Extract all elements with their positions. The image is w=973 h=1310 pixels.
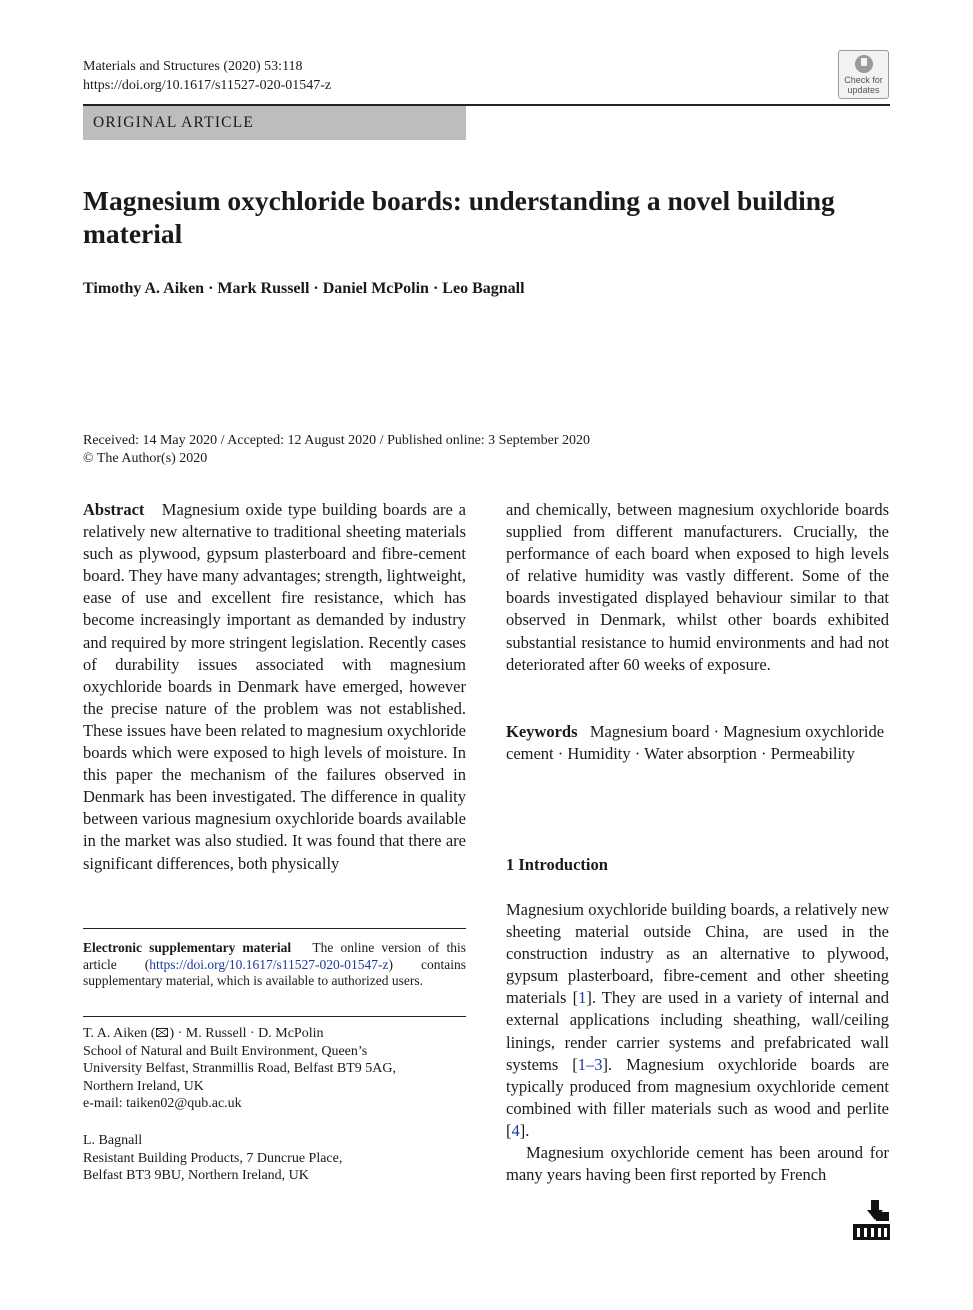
citation-link[interactable]: 1: [578, 988, 587, 1008]
affiliation-rule: [83, 1016, 466, 1017]
affiliation-2-line-2: Belfast BT3 9BU, Northern Ireland, UK: [83, 1168, 309, 1183]
copyright: © The Author(s) 2020: [83, 451, 208, 466]
article-title: Magnesium oxychloride boards: understanding a novel building material: [83, 185, 835, 249]
esm-text-before: The online version of this article (: [83, 940, 467, 972]
esm-text-after: ) contains supplementary material, which is available to authorized users.: [83, 956, 466, 988]
article-type-banner: ORIGINAL ARTICLE: [83, 106, 466, 140]
affiliation-1-line-1: School of Natural and Built Environment, Queen’s: [83, 1043, 368, 1059]
abstract-text-left: Magnesium oxide type building boards are a relatively new alternative to traditional sheeting materials such as plywood, gypsum plasterboard and fibre-cement board. They have many advantages; strength, lightweight, ease of use and excellent fire resistance, which has become increasingly important as demanded by industry and required by more stringent legislation. Recently cases of durability issues associated with magnesium oxychloride boards in Denmark have emerged, however the precise nature of the problem was not established. These issues have been related to magnesium oxychloride boards which were exposed to high levels of moisture. In this paper the mechanism of the failures observed in Denmark has been investigated. The difference in quality between various magnesium oxychloride boards available in the market was also studied. It was found that there are significant differences, both physically: [83, 500, 466, 873]
intro-paragraph-1: [506, 899, 889, 1142]
esm-label: Electronic supplementary material: [83, 940, 292, 955]
abstract-left: [83, 499, 466, 875]
journal-citation: Materials and Structures (2020) 53:118: [83, 59, 303, 74]
affiliation-1-name-b: ) · M. Russell · D. McPolin: [169, 1026, 324, 1041]
affiliation-1-email[interactable]: e-mail: taiken02@qub.ac.uk: [83, 1096, 242, 1111]
envelope-icon[interactable]: [156, 1028, 168, 1037]
affiliation-1: [83, 1025, 466, 1113]
doi-link[interactable]: https://doi.org/10.1617/s11527-020-01547-z: [83, 78, 332, 93]
author-list: Timothy A. Aiken · Mark Russell · Daniel McPolin · Leo Bagnall: [83, 280, 525, 297]
abstract-right: [506, 499, 889, 676]
affiliation-1-line-2: University Belfast, Stranmillis Road, Belfast BT9 5AG,: [83, 1061, 397, 1076]
publisher-logo-icon: [853, 1200, 890, 1240]
supplementary-note: [83, 940, 466, 990]
esm-link[interactable]: https://doi.org/10.1617/s11527-020-01547-z: [149, 956, 389, 972]
badge-line-2: updates: [847, 85, 880, 95]
keywords-block: [506, 721, 889, 765]
affiliation-1-line-3: Northern Ireland, UK: [83, 1078, 204, 1094]
affiliation-1-name-a: T. A. Aiken (: [83, 1026, 156, 1041]
abstract-label: Abstract: [83, 500, 145, 519]
intro-p1-c: ]. Magnesium oxychloride boards are typically produced from magnesium oxychloride cement combined with filler materials such as wood and perlite [: [506, 1054, 890, 1140]
section-heading-introduction: 1 Introduction: [506, 855, 608, 874]
date-history: Received: 14 May 2020 / Accepted: 12 August 2020 / Published online: 3 September 2020: [83, 433, 591, 448]
publication-dates: [83, 432, 590, 468]
affiliation-1-names: [83, 1025, 466, 1043]
affiliation-2: [83, 1132, 466, 1185]
affiliation-2-line-1: Resistant Building Products, 7 Duncrue Place,: [83, 1150, 343, 1166]
footnote-rule: [83, 928, 466, 929]
intro-p1-b: ]. They are used in a variety of internal and external applications including sheathing, wall/ceiling linings, render carrier systems and prefabricated wall systems [: [506, 988, 889, 1074]
introduction-body: [506, 899, 889, 1186]
keywords-label: Keywords: [506, 722, 578, 741]
intro-p1-a: Magnesium oxychloride building boards, a relatively new sheeting material outside China, are used in the construction industry as an alternative to plywood, gypsum plasterboard, fibre-cement and other sheeting materials [: [506, 900, 889, 1008]
citation-link[interactable]: 1–3: [577, 1054, 603, 1074]
check-for-updates-badge[interactable]: [838, 50, 889, 99]
affiliation-2-name: L. Bagnall: [83, 1133, 143, 1148]
abstract-text-right: and chemically, between magnesium oxychloride boards supplied from different manufacturers. Crucially, the performance of each board when exposed to high levels of relative humidity was vastly different. Some of the boards investigated displayed behaviour similar to that observed in Denmark, whilst other boards exhibited substantial resistance to humid environments and had not deteriorated after 60 weeks of exposure.: [506, 500, 889, 674]
intro-paragraph-2: Magnesium oxychloride cement has been around for many years having been first reported by French: [506, 1143, 889, 1185]
keywords-text: Magnesium board · Magnesium oxychloride cement · Humidity · Water absorption · Permeability: [506, 722, 885, 764]
bookmark-icon: [855, 55, 873, 73]
intro-p1-d: ].: [519, 1120, 530, 1140]
badge-line-1: Check for: [844, 75, 883, 85]
citation-link[interactable]: 4: [511, 1120, 520, 1140]
